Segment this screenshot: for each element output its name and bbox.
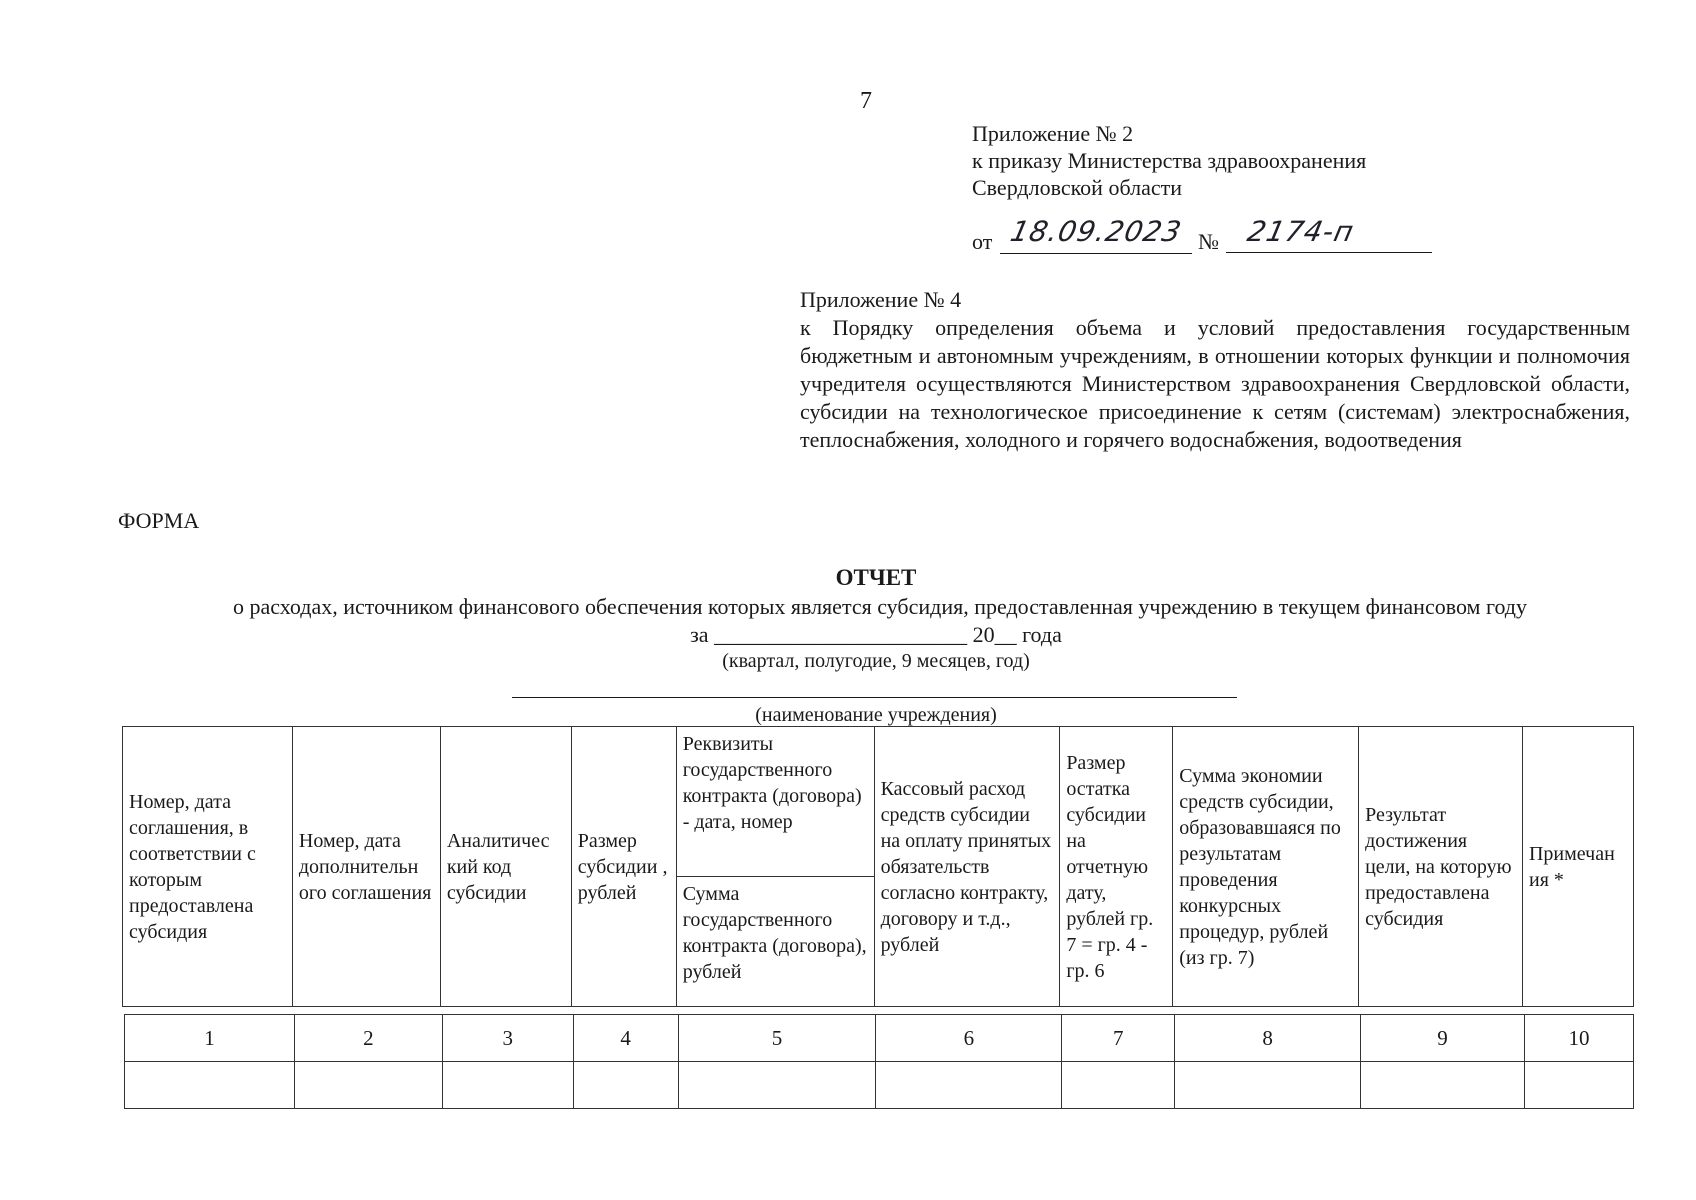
column-number-row [125, 1015, 1634, 1062]
appendix-4-title: Приложение № 4 [800, 287, 962, 312]
header-cell-cash-expense: Кассовый расход средств субсидии на оплату принятых обязательств согласно контракту, договору и т.д., рублей [874, 727, 1060, 1007]
report-period-hint: (квартал, полугодие, 9 месяцев, год) [722, 650, 1030, 672]
date-prefix: от [972, 229, 993, 254]
column-number: 5 [678, 1015, 876, 1062]
column-number: 2 [294, 1015, 442, 1062]
appendix-2-order: к приказу Министерства здравоохранения [972, 148, 1367, 173]
table-cell[interactable] [1175, 1062, 1361, 1109]
column-number: 10 [1524, 1015, 1633, 1062]
header-cell-contract-sum: Сумма государственного контракта (договора), рублей [676, 877, 874, 1007]
column-number: 9 [1361, 1015, 1525, 1062]
empty-data-row [125, 1062, 1634, 1109]
header-cell-agreement: Номер, дата соглашения, в соответствии с которым предоставлена субсидия [123, 727, 293, 1007]
header-cell-balance: Размер остатка субсидии на отчетную дату, рублей гр. 7 = гр. 4 - гр. 6 [1060, 727, 1173, 1007]
handwritten-date: 18.09.2023 [1007, 215, 1185, 248]
order-date-field [1000, 215, 1192, 254]
institution-name-hint: (наименование учреждения) [755, 704, 997, 726]
header-cell-subsidy-amount: Размер субсидии , рублей [571, 727, 676, 1007]
header-cell-contract-details: Реквизиты государственного контракта (договора) - дата, номер [676, 727, 874, 877]
column-number: 1 [125, 1015, 295, 1062]
column-number: 6 [876, 1015, 1062, 1062]
appendix-2-region: Свердловской области [972, 175, 1182, 200]
order-date-number-line [972, 215, 1442, 259]
appendix-4-heading [800, 286, 1630, 454]
appendix-2-heading [972, 120, 1366, 201]
table-cell[interactable] [1524, 1062, 1633, 1109]
form-label: ФОРМА [118, 508, 200, 533]
report-numbers-table [124, 1014, 1634, 1109]
header-cell-analytic-code: Аналитичес кий код субсидии [440, 727, 571, 1007]
number-prefix: № [1198, 229, 1219, 254]
report-subtitle: о расходах, источником финансового обеспечения которых является субсидия, предоставленная учреждению в текущем финансовом году [232, 594, 1527, 619]
header-cell-notes: Примечан ия * [1522, 727, 1633, 1007]
order-number-field [1226, 215, 1432, 253]
report-period-line: за _______________________ 20__ года [690, 622, 1062, 647]
institution-name-line [512, 697, 1237, 698]
table-cell[interactable] [573, 1062, 678, 1109]
column-number: 8 [1175, 1015, 1361, 1062]
table-cell[interactable] [125, 1062, 295, 1109]
report-title: ОТЧЕТ [835, 565, 917, 590]
handwritten-number: 2174-п [1244, 215, 1358, 248]
column-number: 4 [573, 1015, 678, 1062]
appendix-4-body: к Порядку определения объема и условий предоставления государственным бюджетным и автономным учреждениям, в отношении которых функции и полномочия учредителя осуществляются Министерством здравоохранения Свердловской области, субсидии на технологическое присоединение к сетям (системам) электроснабжения, теплоснабжения, холодного и горячего водоснабжения, водоотведения [800, 315, 1630, 452]
report-header-table [122, 726, 1634, 1007]
table-cell[interactable] [876, 1062, 1062, 1109]
header-cell-savings: Сумма экономии средств субсидии, образовавшаяся по результатам проведения конкурсных процедур, рублей (из гр. 7) [1173, 727, 1359, 1007]
page-number: 7 [860, 88, 872, 114]
appendix-2-title: Приложение № 2 [972, 121, 1134, 146]
column-number: 7 [1062, 1015, 1175, 1062]
table-cell[interactable] [294, 1062, 442, 1109]
table-cell[interactable] [678, 1062, 876, 1109]
column-number: 3 [442, 1015, 573, 1062]
table-cell[interactable] [1361, 1062, 1525, 1109]
header-cell-additional-agreement: Номер, дата дополнительн ого соглашения [292, 727, 440, 1007]
header-cell-result: Результат достижения цели, на которую предоставлена субсидия [1359, 727, 1523, 1007]
table-cell[interactable] [1062, 1062, 1175, 1109]
table-cell[interactable] [442, 1062, 573, 1109]
